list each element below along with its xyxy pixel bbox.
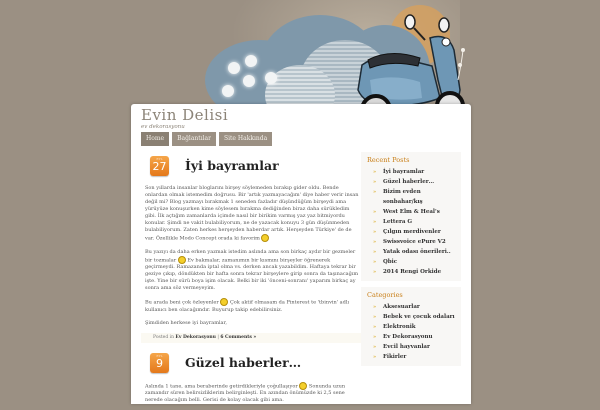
post-body	[145, 382, 359, 405]
bullet-icon: »	[373, 169, 377, 175]
smiley-icon	[178, 256, 186, 264]
flower-icon	[222, 85, 234, 97]
bullet-icon: »	[373, 259, 377, 265]
site-title[interactable]: Evin Delisi	[141, 106, 229, 124]
recent-post-item[interactable]	[373, 167, 455, 177]
recent-post-item[interactable]	[373, 207, 455, 217]
posted-in-label: Posted in	[153, 334, 174, 340]
recent-post-item[interactable]	[373, 267, 455, 277]
category-item[interactable]	[373, 322, 455, 332]
page-container	[131, 104, 471, 404]
post-paragraph: Bu yazıyı da daha erken yazmak istedim aslında ama son birkaç aydır bir gezmeler bir tozmalar	[145, 248, 356, 263]
sidebar	[361, 152, 461, 372]
nav-item-links[interactable]: Bağlantılar	[172, 132, 216, 146]
bullet-icon: »	[373, 344, 377, 350]
bullet-icon: »	[373, 189, 377, 195]
main-nav	[141, 132, 272, 146]
recent-post-link[interactable]: Yatak odası önerileri..	[383, 249, 451, 255]
date-month: EYL	[156, 353, 163, 358]
category-item[interactable]	[373, 352, 455, 362]
post-paragraph: Bu arada beni çok özleyenler	[145, 299, 219, 306]
post	[141, 154, 361, 343]
categories-list	[367, 302, 455, 362]
smiley-icon	[261, 234, 269, 242]
bullet-icon: »	[373, 179, 377, 185]
recent-post-link[interactable]: Çılgın merdivenler	[383, 229, 441, 235]
recent-post-link[interactable]: İyi bayramlar	[383, 169, 425, 175]
bullet-icon: »	[373, 354, 377, 360]
nav-item-about[interactable]: Site Hakkında	[219, 132, 272, 146]
date-day: 27	[152, 160, 167, 173]
recent-post-item[interactable]	[373, 177, 455, 187]
flower-icon	[265, 72, 277, 84]
post-meta	[141, 333, 361, 343]
category-link[interactable]: Ev Dekorasyonu	[383, 334, 433, 340]
post-header	[141, 154, 361, 180]
widget-title: Recent Posts	[367, 156, 410, 164]
recent-post-link[interactable]: 2014 Rengi Orkide	[383, 269, 442, 275]
post-paragraph: Çok aktif olmasam da Pinterest te 'tbinvin' adlı kullanıcı ben olacağımdır. Buyurup takip edebilirsiniz.	[145, 299, 350, 313]
categories-widget	[361, 287, 461, 366]
nav-item-home[interactable]: Home	[141, 132, 169, 146]
category-item[interactable]	[373, 332, 455, 342]
category-link[interactable]: Bebek ve çocuk odaları	[383, 314, 455, 320]
category-item[interactable]	[373, 342, 455, 352]
post-paragraph: Aslında 1 tane, ama beraberinde getirdikleriyle çoğullaşıyor	[145, 383, 298, 389]
recent-post-link[interactable]: Swissvoice ePure V2	[383, 239, 446, 245]
flower-icon	[243, 75, 255, 87]
recent-posts-list	[367, 167, 455, 277]
post-header	[141, 351, 361, 377]
bullet-icon: »	[373, 209, 377, 215]
flower-icon	[228, 62, 240, 74]
recent-post-item[interactable]	[373, 187, 455, 207]
recent-post-link[interactable]: Qbic	[383, 259, 398, 265]
recent-post-link[interactable]: Güzel haberler…	[383, 179, 435, 185]
bullet-icon: »	[373, 324, 377, 330]
recent-posts-widget	[361, 152, 461, 281]
calendar-icon	[150, 156, 169, 176]
category-link[interactable]: Elektronik	[383, 324, 416, 330]
category-item[interactable]	[373, 312, 455, 322]
recent-post-item[interactable]	[373, 257, 455, 267]
category-link[interactable]: Fikirler	[383, 354, 407, 360]
recent-post-item[interactable]	[373, 217, 455, 227]
bullet-icon: »	[373, 239, 377, 245]
bullet-icon: »	[373, 269, 377, 275]
recent-post-link[interactable]: Bizim evden sonbahar/kış	[383, 189, 423, 205]
post-title[interactable]: Güzel haberler…	[185, 354, 302, 370]
post-paragraph: Sonunda uzun zamandır süren belirsizliklerim belirginleşti. En azından önümüzde ki 2,5 sene nerede olacağım belli. Gerisi de kolay olacak gibi ama.	[145, 383, 346, 403]
site-description: ev dekorasyonu	[141, 124, 185, 130]
flower-icon	[245, 55, 257, 67]
bullet-icon: »	[373, 314, 377, 320]
category-link[interactable]: Evcil hayvanlar	[383, 344, 430, 350]
widget-title: Categories	[367, 291, 403, 299]
post	[141, 351, 361, 405]
post-body	[145, 185, 359, 327]
category-item[interactable]	[373, 302, 455, 312]
recent-post-item[interactable]	[373, 247, 455, 257]
calendar-icon	[150, 353, 169, 373]
bullet-icon: »	[373, 219, 377, 225]
category-link[interactable]: Aksesuarlar	[383, 304, 420, 310]
meta-separator: |	[217, 334, 219, 340]
content-area	[141, 154, 361, 410]
recent-post-link[interactable]: Lettera G	[383, 219, 413, 225]
date-day: 9	[156, 356, 163, 370]
smiley-icon	[220, 298, 228, 306]
smiley-icon	[299, 382, 307, 390]
post-paragraph: Ev bakmalar, zamanımın bir kısmını birşeyler öğrenerek geçirmeydi. Ramazanda iptal olma vs. derken ancak yazabildim. Haftaya tekrar bir geziye çıkıp, döndükten bir hafta sonra tekrar birşeylere girip sonra da taşınacağım işte. Yine bir sürü boya işim olacak. Belki bir iki 'önceni-sonranı' yaparım birkaç ay sonra ama söz vermeyeyim.	[145, 257, 359, 291]
post-title[interactable]: İyi bayramlar	[185, 158, 279, 173]
post-paragraph: Şimdiden herkese iyi bayramlar,	[145, 319, 227, 326]
bullet-icon: »	[373, 304, 377, 310]
comments-link[interactable]: 6 Comments »	[220, 334, 257, 340]
post-paragraph: Son yıllarda insanlar bloglarını birşey söylemeden bırakıp gider oldu. Bende onlardan olmak istemedim doğrusu. Bir 'artık yazmayacağım' diye haber verir insan değil mi? Blog yazmayı bırakmak 1 seneden fazladır düşündüğüm birşeydi ama yürüyüze konuşurken kime söylesem bırakma dediğinden biraz daha sürükledim gibi. İlk açtığım zamanlarda içimde nasıl bir birikim varmış yaz yaz bitmiyordu konular. Şimdi ne vakit bulabiliyorum, ne de yazacak konuyu 3 gün düşünmeden bulabiliyorum. Zaten herkes herşeyden haberdar artık. Herşeyden Türkiye' de de var. Özellikle Modo Concept orada ki favorim	[145, 185, 359, 242]
category-link[interactable]: Ev Dekorasyonu	[175, 334, 216, 340]
recent-post-item[interactable]	[373, 227, 455, 237]
date-month: EYL	[156, 157, 163, 161]
recent-post-link[interactable]: West Elm & Heal's	[383, 209, 440, 215]
bullet-icon: »	[373, 229, 377, 235]
bullet-icon: »	[373, 334, 377, 340]
recent-post-item[interactable]	[373, 237, 455, 247]
bullet-icon: »	[373, 249, 377, 255]
